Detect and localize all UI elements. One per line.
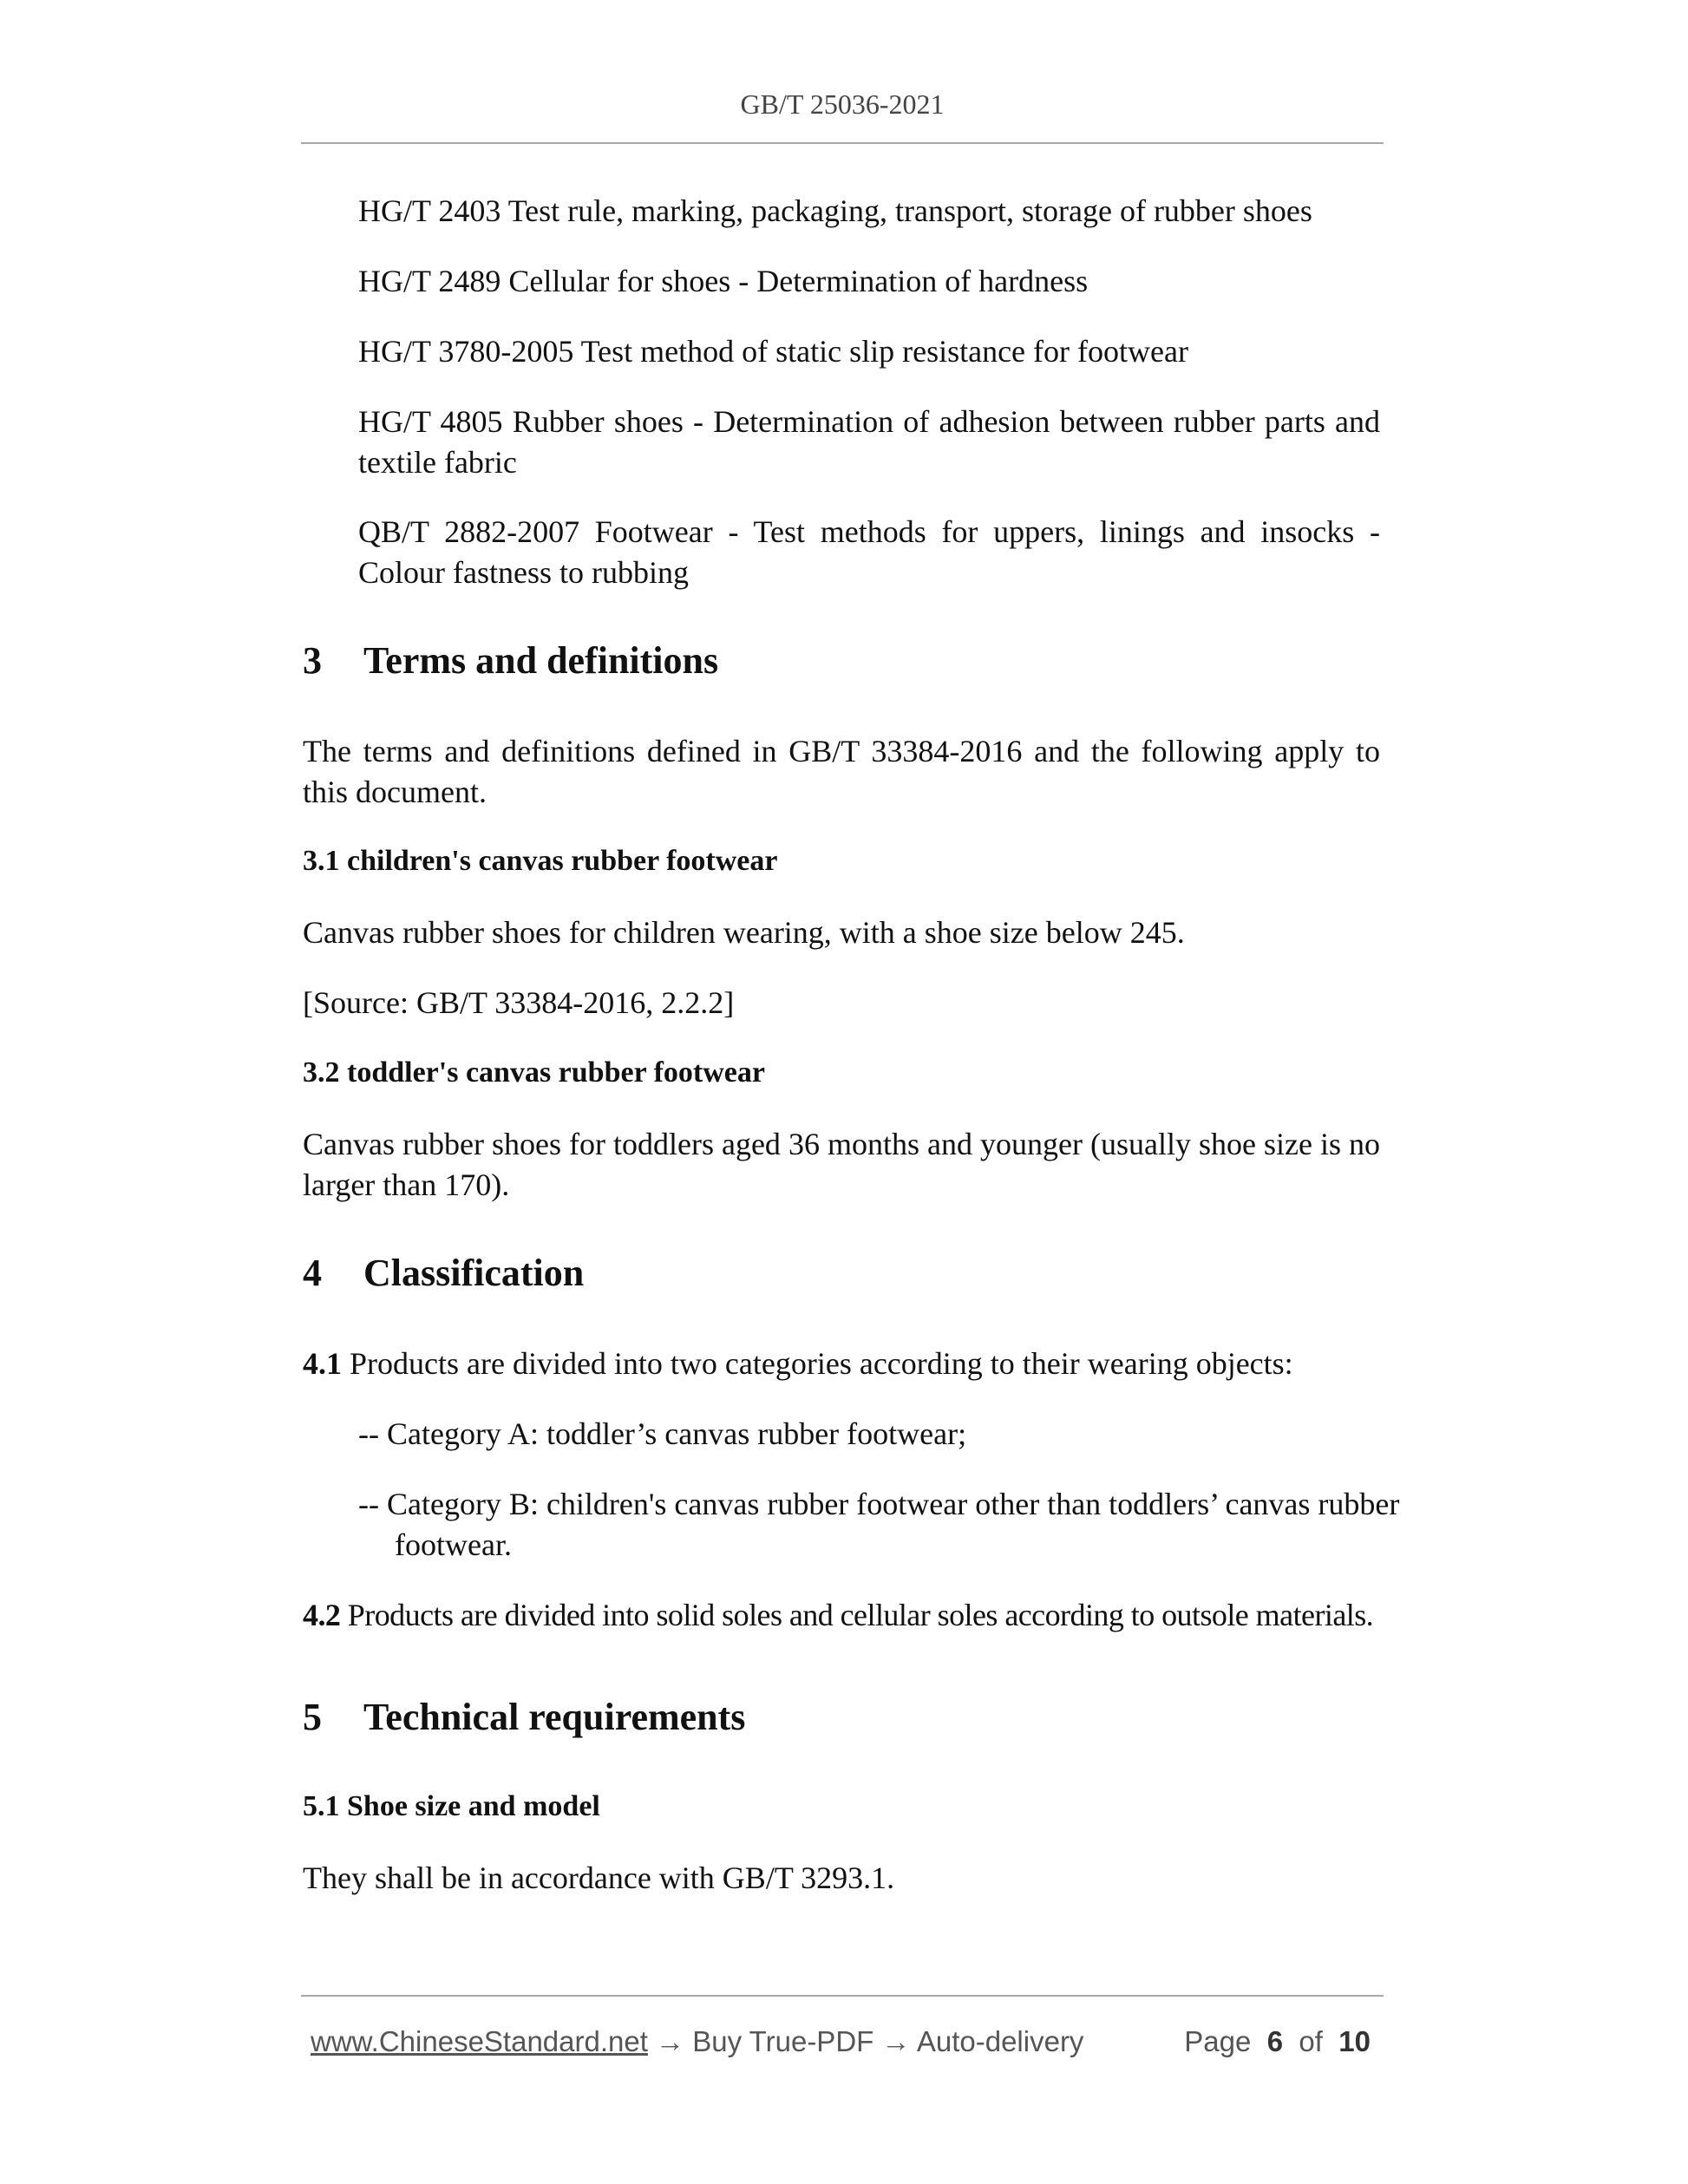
section-title: Terms and definitions (363, 639, 719, 682)
clause-text: Products are divided into two categories according to their wearing objects: (342, 1346, 1293, 1381)
section-number: 4 (303, 1252, 322, 1294)
reference-item: HG/T 2489 Cellular for shoes - Determination of hardness (358, 264, 1089, 298)
reference-item: QB/T 2882-2007 Footwear - Test methods for uppers, linings and insocks - Colour fastness to rubbing (358, 514, 1380, 590)
section-5-heading (303, 1695, 745, 1739)
category-a-item: -- Category A: toddler’s canvas rubber footwear; (358, 1416, 967, 1451)
arrow-right-icon: → (881, 2025, 911, 2057)
reference-item: HG/T 2403 Test rule, marking, packaging, transport, storage of rubber shoes (358, 193, 1312, 228)
category-b-item-line1: -- Category B: children's canvas rubber footwear other than toddlers’ canvas rubber (358, 1487, 1400, 1521)
clause-4-2 (303, 1595, 1373, 1636)
footer-rule (301, 1995, 1384, 1997)
term-3-1-heading: 3.1 children's canvas rubber footwear (303, 845, 778, 877)
clause-5-1-heading: 5.1 Shoe size and model (303, 1790, 600, 1822)
clause-5-1-text: They shall be in accordance with GB/T 3293.1. (303, 1860, 895, 1895)
document-code-header: GB/T 25036-2021 (740, 88, 945, 120)
section-3-intro: The terms and definitions defined in GB/T 33384-2016 and the following apply to this document. (303, 734, 1380, 809)
section-title: Classification (363, 1252, 585, 1294)
term-3-1-definition: Canvas rubber shoes for children wearing, with a shoe size below 245. (303, 915, 1185, 950)
auto-delivery-text: Auto-delivery (916, 2025, 1084, 2057)
chinesestandard-link[interactable]: www.ChineseStandard.net (311, 2025, 648, 2057)
section-number: 5 (303, 1696, 322, 1738)
clause-text: Products are divided into solid soles and cellular soles according to outsole materials. (340, 1598, 1374, 1632)
total-pages-number: 10 (1338, 2025, 1371, 2057)
section-3-heading (303, 638, 718, 683)
reference-item: HG/T 4805 Rubber shoes - Determination of adhesion between rubber parts and textile fabric (358, 404, 1380, 480)
section-4-heading (303, 1251, 584, 1295)
term-3-2-heading: 3.2 toddler's canvas rubber footwear (303, 1056, 765, 1089)
current-page-number: 6 (1266, 2025, 1284, 2057)
header-rule (301, 142, 1384, 144)
category-b-item-line2: footwear. (395, 1527, 512, 1562)
section-title: Technical requirements (363, 1696, 746, 1738)
clause-number: 4.1 (303, 1346, 342, 1381)
page-label: Page (1184, 2025, 1252, 2057)
clause-number: 4.2 (303, 1598, 341, 1632)
arrow-right-icon: → (656, 2025, 685, 2057)
reference-item: HG/T 3780-2005 Test method of static slip resistance for footwear (358, 334, 1188, 369)
term-3-2-definition: Canvas rubber shoes for toddlers aged 36 months and younger (usually shoe size is no larger than 170). (303, 1127, 1380, 1202)
section-number: 3 (303, 639, 322, 682)
term-3-1-source: [Source: GB/T 33384-2016, 2.2.2] (303, 985, 735, 1020)
page-indicator (1184, 2025, 1371, 2058)
of-label: of (1299, 2025, 1323, 2057)
page-footer (311, 2025, 1371, 2058)
buy-true-pdf-text: Buy True-PDF (692, 2025, 874, 2057)
clause-4-1 (303, 1344, 1380, 1384)
